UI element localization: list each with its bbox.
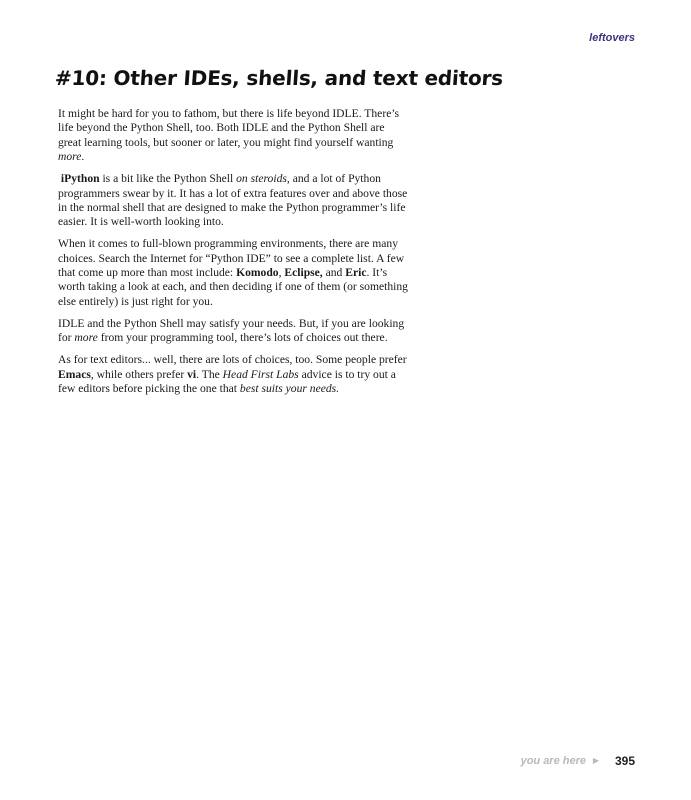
paragraph-ipython: iPython is a bit like the Python Shell on steroids, and a lot of Python programmers swear by it. It has a lot of extra features over and above those in the normal shell that are designed to make the Python programmer’s life easier. It is well-worth looking into. <box>58 172 408 229</box>
page-number: 395 <box>614 754 635 768</box>
term-komodo: Komodo <box>236 266 279 280</box>
paragraph-satisfy-needs: IDLE and the Python Shell may satisfy your needs. But, if you are looking for more from your programming tool, there’s lots of choices out there. <box>58 316 405 345</box>
paragraph-programming-environments: When it comes to full-blown programming environments, there are many choices. Search the Internet for “Python IDE” to see a complete list. A few that come up more than most include: Komodo, Eclipse, and Eric. It’s worth taking a look at each, and then deciding if one of them (or something else entirely) is just right for you. <box>58 237 408 308</box>
paragraph-text-editors: As for text editors... well, there are lots of choices, too. Some people prefer Emacs, while others prefer vi. The Head First Labs advice is to try out a few editors before picking the one that best suits your needs. <box>58 353 407 395</box>
running-head: leftovers <box>589 32 635 44</box>
triangle-right-icon: ▶ <box>592 756 599 765</box>
page-title: #10: Other IDEs, shells, and text editors <box>54 66 504 90</box>
term-vi: vi <box>187 367 197 381</box>
term-ipython: iPython <box>60 172 100 186</box>
paragraph-life-beyond-idle: It might be hard for you to fathom, but there is life beyond IDLE. There’s life beyond the Python Shell, too. Both IDLE and the Python Shell are great learning tools, but sooner or later, you might find yourself wanting more. <box>58 107 400 164</box>
body-text <box>58 107 408 404</box>
term-emacs: Emacs <box>58 367 91 381</box>
term-eric: Eric <box>345 266 367 280</box>
term-eclipse: Eclipse, <box>284 266 323 280</box>
you-are-here-label: you are here <box>520 755 586 767</box>
